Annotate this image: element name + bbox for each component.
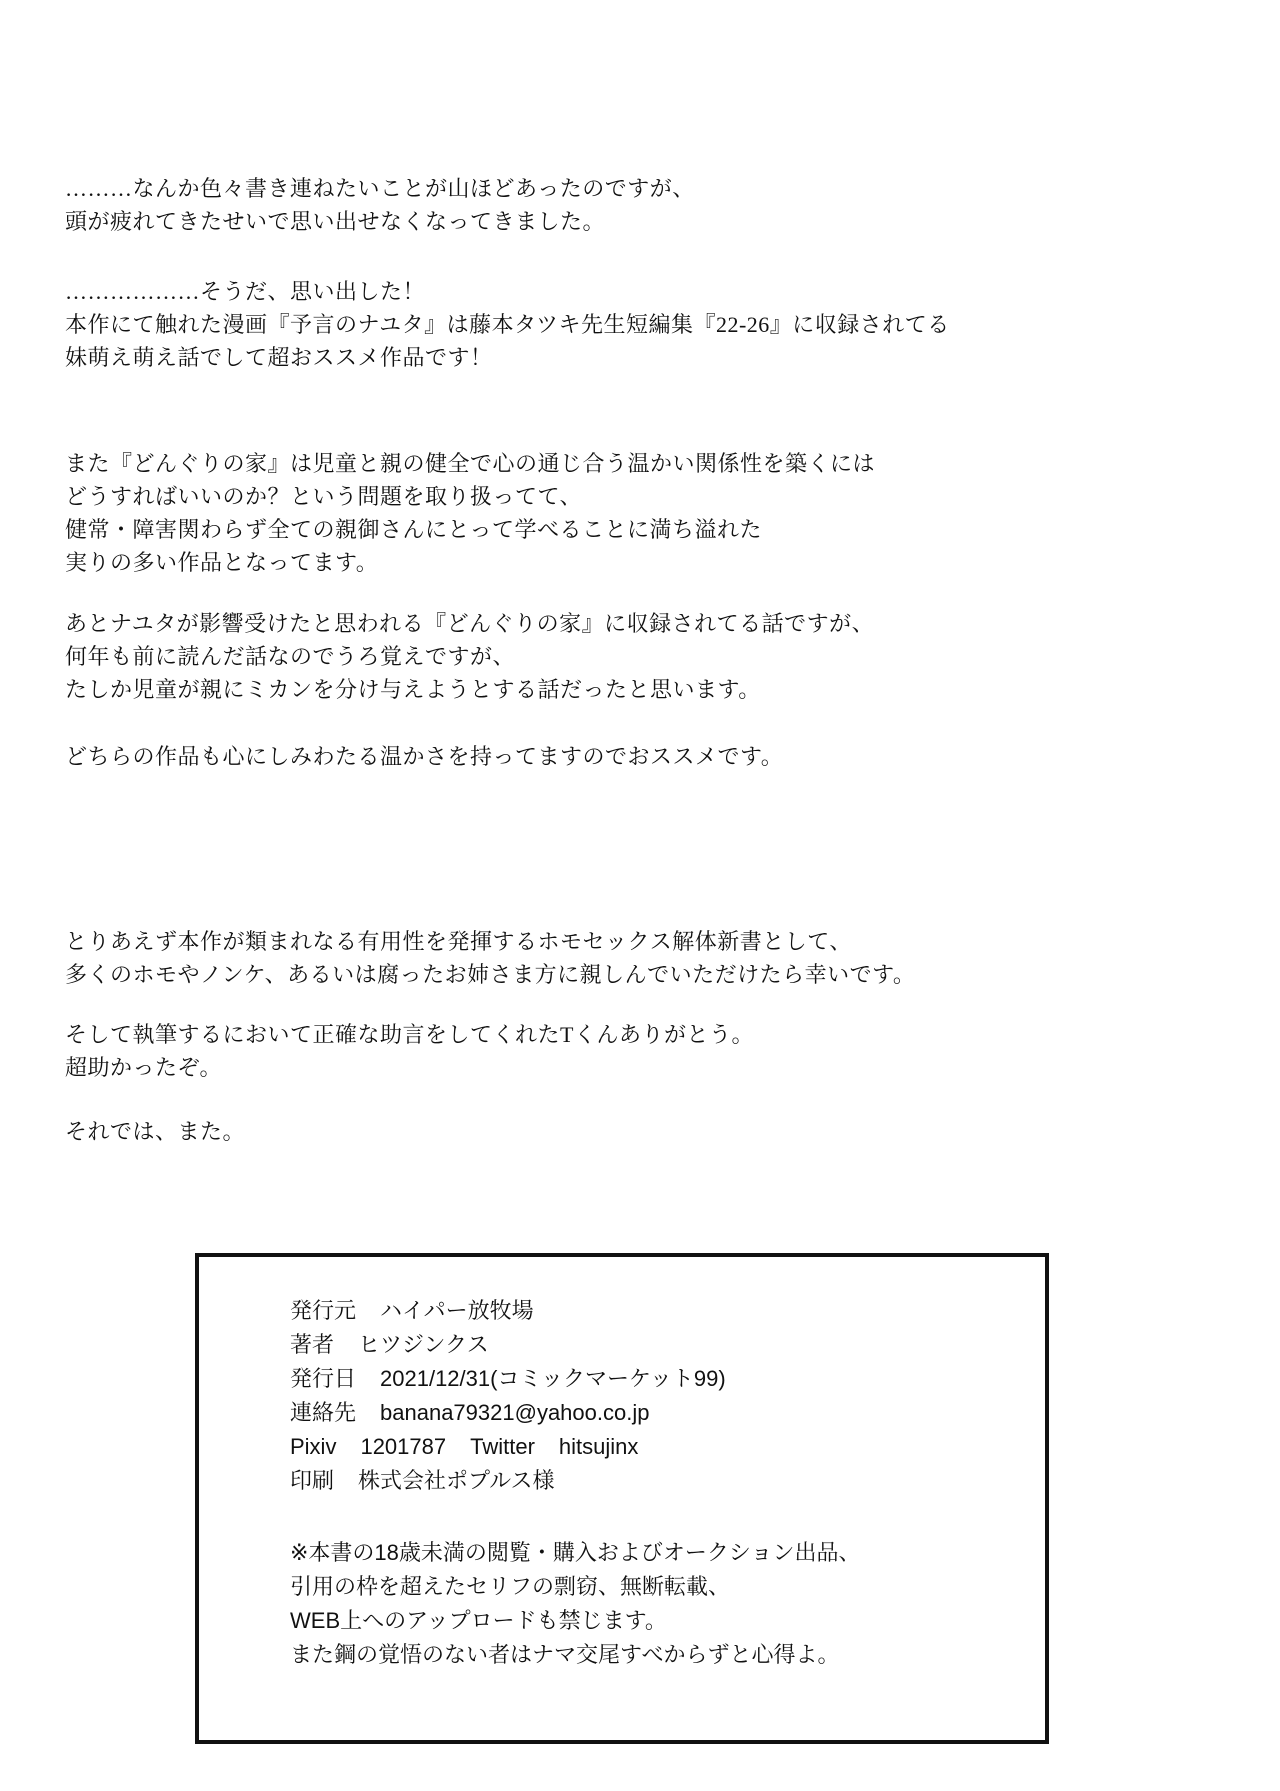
afterword-paragraph — [65, 607, 874, 706]
text-line: 多くのホモやノンケ、あるいは腐ったお姉さま方に親しんでいただけたら幸いです。 — [65, 962, 916, 987]
text-line: 何年も前に読んだ話なのでうろ覚えですが、 — [65, 644, 516, 669]
disclaimer-line: WEB上へのアップロードも禁じます。 — [290, 1608, 667, 1633]
text-line: それでは、また。 — [65, 1119, 246, 1144]
text-line: たしか児童が親にミカンを分け与えようとする話だったと思います。 — [65, 677, 761, 702]
colophon-box — [195, 1253, 1049, 1744]
disclaimer-line: 引用の枠を超えたセリフの剽窃、無断転載、 — [290, 1574, 731, 1599]
colophon-info — [290, 1294, 1045, 1498]
text-line: また『どんぐりの家』は児童と親の健全で心の通じ合う温かい関係性を築くには — [65, 451, 876, 476]
colophon-label: 発行日 — [290, 1366, 357, 1391]
colophon-row-author — [290, 1328, 1045, 1362]
text-line: ………………そうだ、思い出した！ — [65, 279, 426, 304]
afterword-paragraph — [65, 740, 783, 773]
afterword-paragraph — [65, 275, 950, 374]
text-line: ………なんか色々書き連ねたいことが山ほどあったのですが、 — [65, 176, 695, 201]
text-line: そして執筆するにおいて正確な助言をしてくれたTくんありがとう。 — [65, 1022, 754, 1047]
text-line: 頭が疲れてきたせいで思い出せなくなってきました。 — [65, 209, 606, 234]
afterword-paragraph — [65, 172, 695, 238]
colophon-label: 連絡先 — [290, 1400, 357, 1425]
colophon-label: Twitter — [470, 1434, 535, 1459]
text-line: とりあえず本作が類まれなる有用性を発揮するホモセックス解体新書として、 — [65, 929, 852, 954]
colophon-value: hitsujinx — [558, 1434, 639, 1459]
text-line: あとナユタが影響受けたと思われる『どんぐりの家』に収録されてる話ですが、 — [65, 611, 875, 636]
colophon-disclaimer — [290, 1536, 1045, 1672]
colophon-value: 2021/12/31(コミックマーケット99) — [380, 1366, 726, 1391]
text-line: 実りの多い作品となってます。 — [65, 550, 379, 575]
colophon-label: 印刷 — [290, 1468, 335, 1493]
text-line: どうすればいいのか？という問題を取り扱ってて、 — [65, 484, 583, 509]
disclaimer-line: また鋼の覚悟のない者はナマ交尾すべからずと心得よ。 — [290, 1642, 840, 1667]
colophon-value: banana79321@yahoo.co.jp — [380, 1400, 650, 1425]
afterword-paragraph — [65, 1018, 754, 1084]
text-line: 妹萌え萌え話でして超おススメ作品です！ — [65, 345, 493, 370]
afterword-paragraph — [65, 1115, 245, 1148]
afterword-paragraph — [65, 447, 875, 579]
text-line: どちらの作品も心にしみわたる温かさを持ってますのでおススメです。 — [65, 744, 784, 769]
text-line: 超助かったぞ。 — [65, 1055, 223, 1080]
colophon-label: 発行元 — [290, 1298, 357, 1323]
colophon-row-accounts — [290, 1430, 1045, 1464]
colophon-label: 著者 — [290, 1332, 335, 1357]
afterword-paragraph — [65, 925, 915, 991]
colophon-row-printer — [290, 1464, 1045, 1498]
text-line: 健常・障害関わらず全ての親御さんにとって学べることに満ち溢れた — [65, 517, 763, 542]
text-line: 本作にて触れた漫画『予言のナユタ』は藤本タツキ先生短編集『22-26』に収録されてる — [65, 312, 950, 337]
colophon-value: 1201787 — [360, 1434, 447, 1459]
disclaimer-line: ※本書の18歳未満の閲覧・購入およびオークション出品、 — [290, 1540, 861, 1565]
colophon-row-publisher — [290, 1294, 1045, 1328]
colophon-value: 株式会社ポプルス様 — [358, 1468, 555, 1493]
colophon-row-contact — [290, 1396, 1045, 1430]
colophon-row-issue-date — [290, 1362, 1045, 1396]
colophon-value: ハイパー放牧場 — [380, 1298, 534, 1323]
colophon-label: Pixiv — [290, 1434, 337, 1459]
colophon-value: ヒツジンクス — [358, 1332, 489, 1357]
